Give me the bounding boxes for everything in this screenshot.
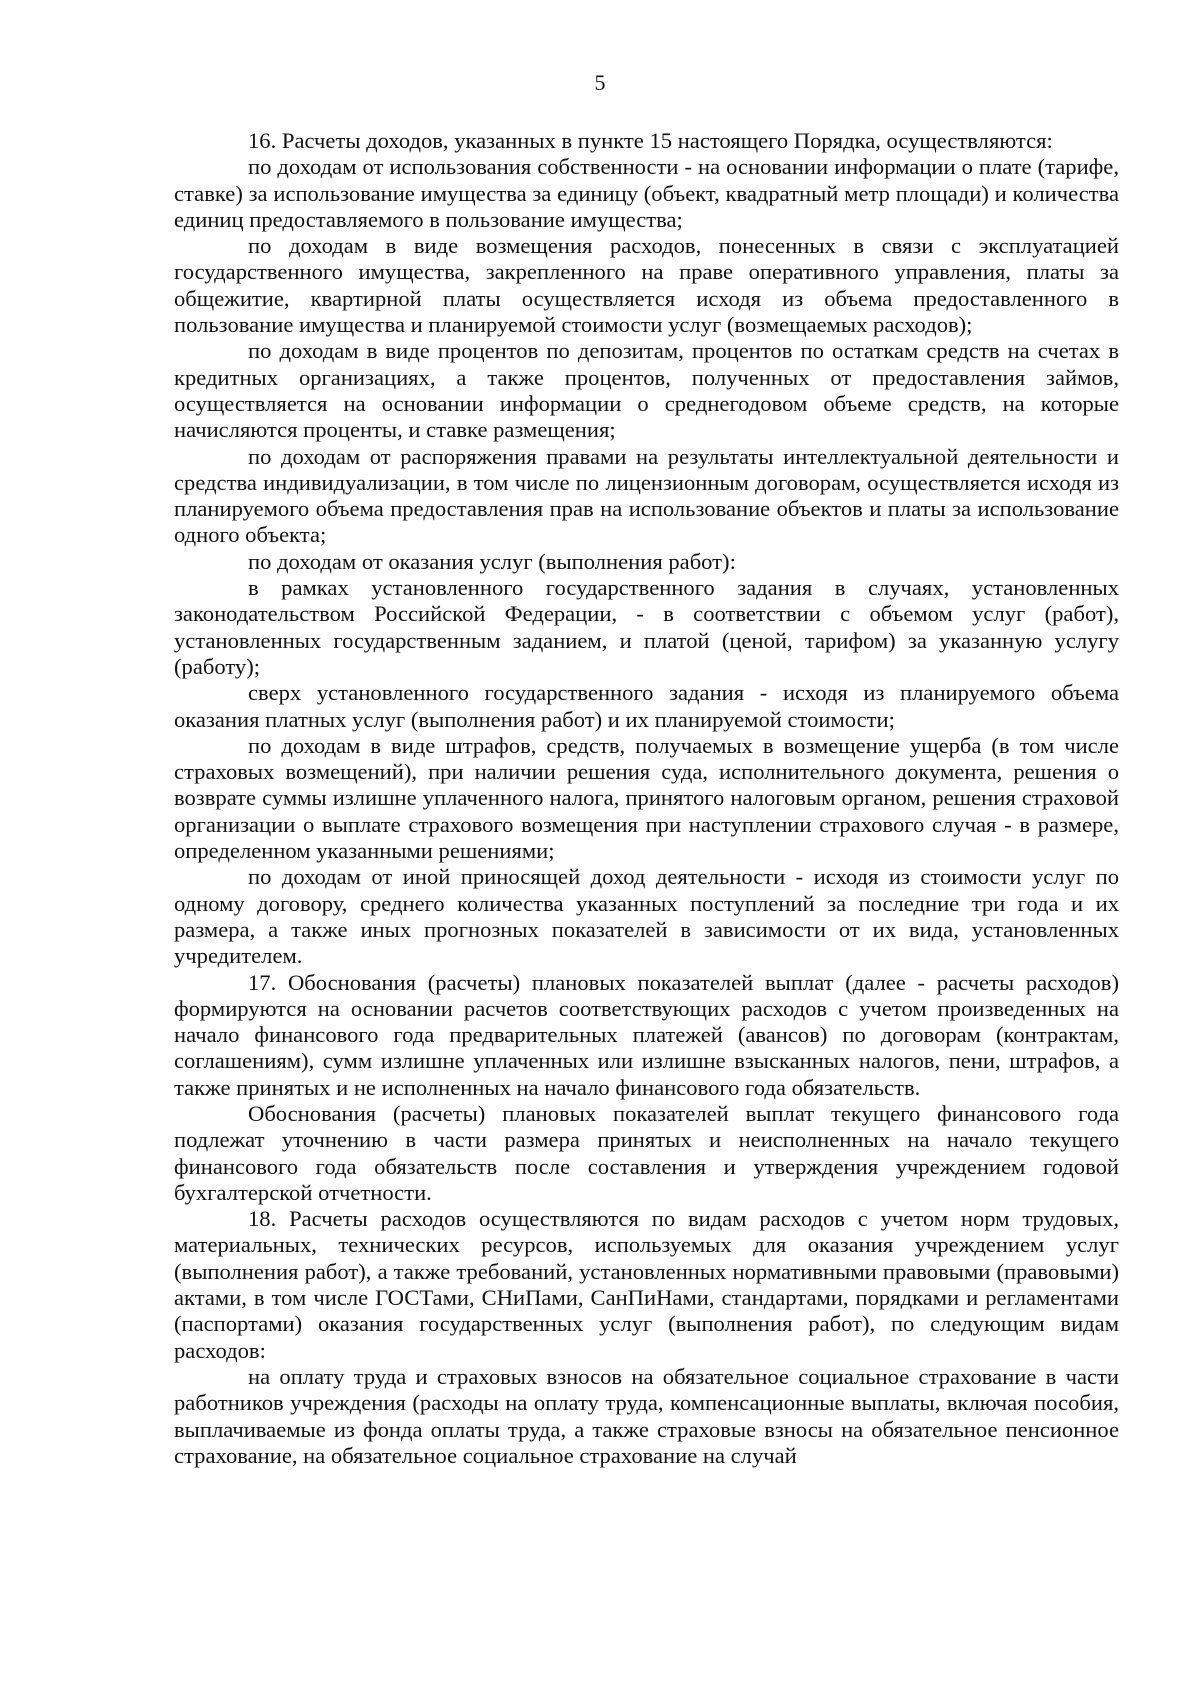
paragraph-expense-reimbursement: по доходам в виде возмещения расходов, понесенных в связи с эксплуатацией государственного имущества, закрепленного на праве оперативного управления, платы за общежитие, квартирной платы осуществляется исходя из объема предоставленного в пользование имущества и планируемой стоимости услуг (возмещаемых расходов);	[174, 233, 1119, 338]
paragraph-intellectual-property: по доходам от распоряжения правами на результаты интеллектуальной деятельности и средства индивидуализации, в том числе по лицензионным договорам, осуществляется исходя из планируемого объема предоставления прав на использование объектов и платы за использование одного объекта;	[174, 443, 1119, 548]
paragraph-other-income: по доходам от иной приносящей доход деятельности - исходя из стоимости услуг по одному договору, среднего количества указанных поступлений за последние три года и их размера, а также иных прогнозных показателей в зависимости от их вида, установленных учредителем.	[174, 864, 1119, 969]
paragraph-interest-income: по доходам в виде процентов по депозитам, процентов по остаткам средств на счетах в кредитных организациях, а также процентов, полученных от предоставления займов, осуществляется на основании информации о среднегодовом объеме средств, на которые начисляются проценты, и ставке размещения;	[174, 338, 1119, 443]
page-number: 5	[594, 70, 606, 95]
paragraph-state-assignment: в рамках установленного государственного задания в случаях, установленных законодательством Российской Федерации, - в соответствии с объемом услуг (работ), установленных государственным заданием, и платой (ценой, тарифом) за указанную услугу (работу);	[174, 575, 1119, 679]
paragraph-property-income: по доходам от использования собственности - на основании информации о плате (тарифе, ставке) за использование имущества за единицу (объект, квадратный метр площади) и количества единиц предоставляемого в пользование имущества;	[174, 154, 1119, 232]
paragraph-labor-expenses: на оплату труда и страховых взносов на обязательное социальное страхование в части работников учреждения (расходы на оплату труда, компенсационные выплаты, включая пособия, выплачиваемые из фонда оплаты труда, а также страховые взносы на обязательное пенсионное страхование, на обязательное социальное страхование на случай	[174, 1363, 1119, 1468]
paragraph-16-intro: 16. Расчеты доходов, указанных в пункте 15 настоящего Порядка, осуществляются:	[248, 128, 1053, 153]
document-body	[174, 128, 1119, 1469]
paragraph-above-assignment: сверх установленного государственного задания - исходя из планируемого объема оказания платных услуг (выполнения работ) и их планируемой стоимости;	[174, 680, 1119, 732]
paragraph-17-clarification: Обоснования (расчеты) плановых показателей выплат текущего финансового года подлежат уточнению в части размера принятых и неисполненных на начало текущего финансового года обязательств после составления и утверждения учреждением годовой бухгалтерской отчетности.	[174, 1100, 1119, 1205]
paragraph-fines-income: по доходам в виде штрафов, средств, получаемых в возмещение ущерба (в том числе страховых возмещений), при наличии решения суда, исполнительного документа, решения о возврате суммы излишне уплаченного налога, принятого налоговым органом, решения страховой организации о выплате страхового возмещения при наступлении страхового случая - в размере, определенном указанными решениями;	[174, 732, 1119, 864]
paragraph-18: 18. Расчеты расходов осуществляются по видам расходов с учетом норм трудовых, материальных, технических ресурсов, используемых для оказания учреждением услуг (выполнения работ), а также требований, установленных нормативными правовыми (правовыми) актами, в том числе ГОСТами, СНиПами, СанПиНами, стандартами, порядками и регламентами (паспортами) оказания государственных услуг (выполнения работ), по следующим видам расходов:	[174, 1206, 1119, 1363]
paragraph-17: 17. Обоснования (расчеты) плановых показателей выплат (далее - расчеты расходов) формируются на основании расчетов соответствующих расходов с учетом произведенных на начало финансового года предварительных платежей (авансов) по договорам (контрактам, соглашениям), сумм излишне уплаченных или излишне взысканных налогов, пени, штрафов, а также принятых и не исполненных на начало финансового года обязательств.	[174, 969, 1119, 1100]
paragraph-services-income: по доходам от оказания услуг (выполнения работ):	[248, 548, 736, 574]
